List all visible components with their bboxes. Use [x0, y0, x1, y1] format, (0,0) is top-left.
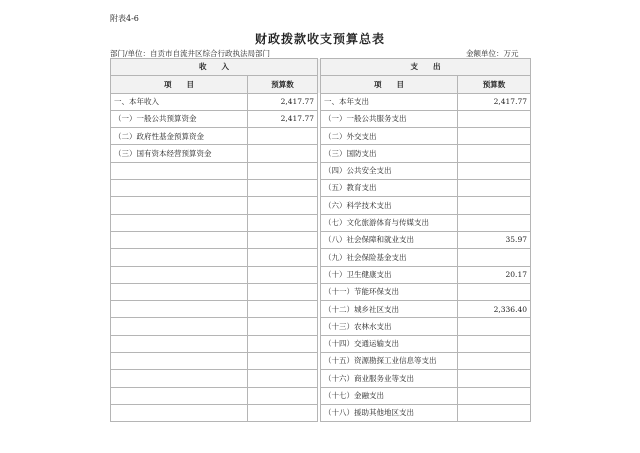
expense-item-cell: （三）国防支出: [321, 145, 458, 162]
expense-value-cell: [458, 335, 531, 352]
expense-item-cell: （八）社会保障和就业支出: [321, 231, 458, 248]
table-row: [111, 318, 531, 335]
income-value-cell: [248, 370, 318, 387]
expense-budget-header: 预算数: [458, 76, 531, 93]
expense-item-cell: （十七）金融支出: [321, 387, 458, 404]
income-item-cell: [111, 214, 248, 231]
income-value-cell: [248, 231, 318, 248]
income-item-cell: [111, 249, 248, 266]
income-item-cell: [111, 162, 248, 179]
expense-value-cell: [458, 283, 531, 300]
income-item-cell: [111, 387, 248, 404]
expense-value-cell: [458, 197, 531, 214]
expense-value-cell: [458, 318, 531, 335]
expense-item-cell: （十一）节能环保支出: [321, 283, 458, 300]
income-item-cell: [111, 231, 248, 248]
income-item-cell: 一、本年收入: [111, 93, 248, 110]
expense-value-cell: 2,336.40: [458, 301, 531, 318]
expense-item-cell: （五）教育支出: [321, 180, 458, 197]
budget-table: [110, 58, 531, 422]
table-row: [111, 335, 531, 352]
income-value-cell: [248, 249, 318, 266]
table-row: [111, 214, 531, 231]
expense-value-cell: [458, 128, 531, 145]
table-row: [111, 128, 531, 145]
income-value-cell: [248, 387, 318, 404]
section-header-row: [111, 59, 531, 76]
table-row: [111, 197, 531, 214]
income-value-cell: [248, 162, 318, 179]
income-item-cell: （三）国有资本经营预算资金: [111, 145, 248, 162]
expense-value-cell: [458, 404, 531, 421]
income-budget-header: 预算数: [248, 76, 318, 93]
annex-label: 附表4-6: [110, 14, 139, 23]
income-item-cell: [111, 404, 248, 421]
expense-value-cell: [458, 162, 531, 179]
expense-value-cell: [458, 370, 531, 387]
table-row: [111, 266, 531, 283]
income-item-cell: [111, 180, 248, 197]
income-value-cell: [248, 353, 318, 370]
income-value-cell: 2,417.77: [248, 110, 318, 127]
table-row: [111, 370, 531, 387]
income-item-cell: [111, 370, 248, 387]
table-row: [111, 93, 531, 110]
income-value-cell: 2,417.77: [248, 93, 318, 110]
income-value-cell: [248, 197, 318, 214]
income-item-header: 项 目: [111, 76, 248, 93]
unit-label: 金额单位：万元: [466, 49, 519, 58]
income-value-cell: [248, 301, 318, 318]
income-value-cell: [248, 145, 318, 162]
table-row: [111, 301, 531, 318]
expense-item-cell: 一、本年支出: [321, 93, 458, 110]
expense-item-cell: （六）科学技术支出: [321, 197, 458, 214]
income-item-cell: [111, 335, 248, 352]
table-row: [111, 145, 531, 162]
table-row: [111, 231, 531, 248]
income-value-cell: [248, 318, 318, 335]
expense-item-cell: （二）外交支出: [321, 128, 458, 145]
column-header-row: [111, 76, 531, 93]
expense-item-cell: （十六）商业服务业等支出: [321, 370, 458, 387]
expense-value-cell: [458, 249, 531, 266]
table-row: [111, 180, 531, 197]
expense-item-cell: （十五）资源勘探工业信息等支出: [321, 353, 458, 370]
expense-item-cell: （十八）援助其他地区支出: [321, 404, 458, 421]
income-value-cell: [248, 128, 318, 145]
income-item-cell: [111, 266, 248, 283]
income-item-cell: [111, 283, 248, 300]
expense-item-cell: （十三）农林水支出: [321, 318, 458, 335]
income-value-cell: [248, 214, 318, 231]
expense-item-cell: （七）文化旅游体育与传媒支出: [321, 214, 458, 231]
table-row: [111, 283, 531, 300]
page-title: 财政拨款收支预算总表: [254, 32, 385, 46]
income-value-cell: [248, 283, 318, 300]
expense-value-cell: [458, 353, 531, 370]
expense-value-cell: [458, 180, 531, 197]
expense-item-cell: （十二）城乡社区支出: [321, 301, 458, 318]
income-section-header: 收 入: [111, 59, 318, 76]
expense-item-header: 项 目: [321, 76, 458, 93]
expense-value-cell: 35.97: [458, 231, 531, 248]
expense-value-cell: [458, 145, 531, 162]
income-item-cell: （二）政府性基金预算资金: [111, 128, 248, 145]
expense-item-cell: （九）社会保险基金支出: [321, 249, 458, 266]
expense-value-cell: [458, 214, 531, 231]
department-label: 部门/单位：自贡市自流井区综合行政执法局部门: [110, 49, 271, 58]
expense-value-cell: 20.17: [458, 266, 531, 283]
income-item-cell: [111, 353, 248, 370]
expense-value-cell: 2,417.77: [458, 93, 531, 110]
income-value-cell: [248, 404, 318, 421]
income-value-cell: [248, 180, 318, 197]
expense-item-cell: （四）公共安全支出: [321, 162, 458, 179]
table-row: [111, 162, 531, 179]
table-row: [111, 249, 531, 266]
income-item-cell: [111, 318, 248, 335]
expense-value-cell: [458, 387, 531, 404]
table-row: [111, 353, 531, 370]
table-row: [111, 110, 531, 127]
income-value-cell: [248, 335, 318, 352]
table-row: [111, 387, 531, 404]
expense-item-cell: （十）卫生健康支出: [321, 266, 458, 283]
income-item-cell: [111, 301, 248, 318]
income-value-cell: [248, 266, 318, 283]
expense-item-cell: （一）一般公共服务支出: [321, 110, 458, 127]
expense-item-cell: （十四）交通运输支出: [321, 335, 458, 352]
expense-section-header: 支 出: [321, 59, 531, 76]
table-row: [111, 404, 531, 421]
income-item-cell: （一）一般公共预算资金: [111, 110, 248, 127]
income-item-cell: [111, 197, 248, 214]
expense-value-cell: [458, 110, 531, 127]
